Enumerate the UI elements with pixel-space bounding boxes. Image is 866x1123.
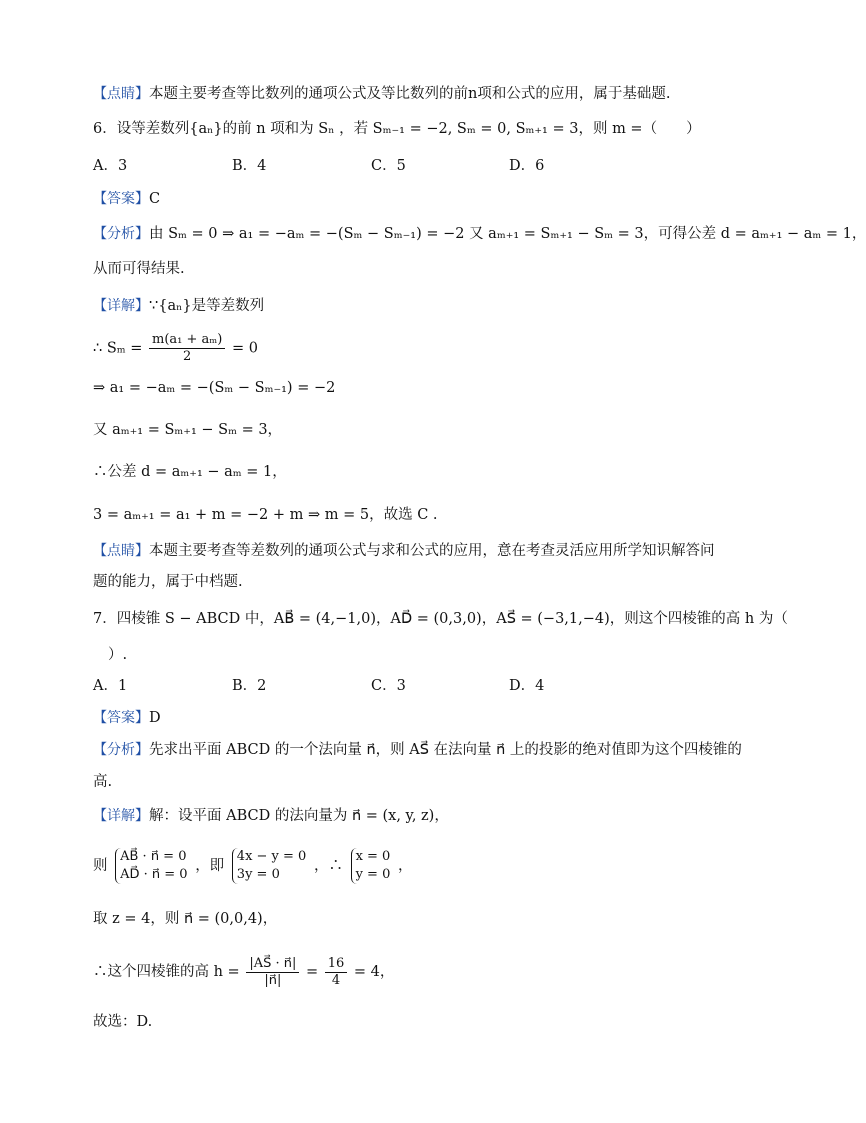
q7-option-d: D．4	[509, 678, 545, 694]
q6-option-b: B．4	[232, 158, 267, 174]
sys-line: 3y = 0	[236, 867, 280, 882]
q6-option-a: A．3	[93, 158, 128, 174]
dianjing-text: 本题主要考查等差数列的通项公式与求和公式的应用，意在考查灵活应用所学知识解答问	[149, 543, 715, 559]
analysis-6-cont: 从而可得结果.	[93, 261, 185, 277]
detail-7-z: 取 z = 4，则 n⃗ = (0,0,4)，	[93, 911, 278, 927]
sum-denominator: 2	[183, 349, 192, 364]
system-equations	[232, 848, 307, 884]
detail-6	[93, 296, 264, 316]
height-num-2: 16	[325, 956, 348, 973]
question-7: 7．四棱锥 S − ABCD 中，AB⃗ = (4,−1,0)，AD⃗ = (0,3,0)，AS⃗ = (−3,1,−4)，则这个四棱锥的高 h 为（	[93, 611, 788, 627]
height-den-2: 4	[331, 972, 341, 988]
answer-tag: 【答案】	[93, 710, 149, 726]
detail-text: ∵{aₙ}是等差数列	[149, 298, 265, 314]
answer-tag: 【答案】	[93, 191, 149, 207]
sys-ji: ，即	[195, 858, 225, 874]
detail-tag: 【详解】	[93, 808, 149, 824]
height-eq: =	[305, 964, 319, 980]
analysis-text: 先求出平面 ABCD 的一个法向量 n⃗，则 AS⃗ 在法向量 n⃗ 上的投影的绝对值即为这个四棱锥的	[149, 742, 742, 758]
height-num-1: |AS⃗ · n⃗|	[246, 956, 299, 973]
analysis-tag: 【分析】	[93, 742, 149, 758]
answer-text: D	[149, 710, 161, 726]
height-fraction-2	[325, 956, 348, 989]
detail-7-choice: 故选：D.	[93, 1014, 153, 1030]
detail-text: 解：设平面 ABCD 的法向量为 n⃗ = (x, y, z)，	[149, 808, 449, 824]
detail-6-d: ∴公差 d = aₘ₊₁ − aₘ = 1，	[93, 464, 287, 480]
detail-6-m: 3 = aₘ₊₁ = a₁ + m = −2 + m ⇒ m = 5，故选 C .	[93, 507, 438, 523]
height-fraction-1	[246, 956, 299, 989]
sys-comma: ，	[397, 858, 413, 874]
detail-6-sum	[93, 332, 258, 365]
detail-tag: 【详解】	[93, 298, 149, 314]
dianjing-6	[93, 541, 715, 561]
detail-7-height	[93, 952, 394, 992]
q7-option-a: A．1	[93, 678, 128, 694]
dianjing-tag: 【点睛】	[93, 543, 149, 559]
q7-option-c: C．3	[371, 678, 406, 694]
answer-6	[93, 189, 160, 209]
system-solution	[351, 848, 391, 884]
sys-therefore: ，∴	[313, 858, 343, 874]
q6-option-c: C．5	[371, 158, 406, 174]
answer-7	[93, 708, 161, 728]
height-den-1: |n⃗|	[264, 972, 282, 988]
analysis-6	[93, 224, 866, 244]
analysis-7	[93, 740, 742, 760]
analysis-text: 由 Sₘ = 0 ⇒ a₁ = −aₘ = −(Sₘ − Sₘ₋₁) = −2 又 aₘ₊₁ = Sₘ₊₁ − Sₘ = 3，可得公差 d = aₘ₊₁ − aₘ = 1，	[149, 226, 866, 242]
detail-6-a1: ⇒ a₁ = −aₘ = −(Sₘ − Sₘ₋₁) = −2	[93, 380, 336, 396]
sys-line: y = 0	[355, 867, 391, 882]
system-vectors	[115, 848, 187, 884]
height-lhs: ∴这个四棱锥的高 h =	[93, 964, 240, 980]
answer-text: C	[149, 191, 161, 207]
q7-option-b: B．2	[232, 678, 267, 694]
sys-prefix: 则	[93, 858, 108, 874]
sum-fraction	[149, 332, 225, 365]
dianjing-tag: 【点睛】	[93, 86, 149, 102]
dianjing-6-cont: 题的能力，属于中档题.	[93, 574, 243, 590]
q6-option-d: D．6	[509, 158, 545, 174]
sys-line: AD⃗ · n⃗ = 0	[120, 867, 188, 882]
sum-rhs: = 0	[231, 340, 258, 357]
sys-line: 4x − y = 0	[236, 849, 307, 864]
detail-6-am1: 又 aₘ₊₁ = Sₘ₊₁ − Sₘ = 3，	[93, 422, 283, 438]
analysis-7-cont: 高.	[93, 774, 113, 790]
dianjing-text: 本题主要考查等比数列的通项公式及等比数列的前n项和公式的应用，属于基础题.	[149, 86, 671, 102]
detail-7-systems	[93, 846, 412, 886]
question-6: 6．设等差数列{aₙ}的前 n 项和为 Sₙ ，若 Sₘ₋₁ = −2, Sₘ = 0, Sₘ₊₁ = 3，则 m =（ ）	[93, 121, 701, 137]
sys-line: x = 0	[355, 849, 391, 864]
dianjing-5	[93, 84, 670, 104]
height-rhs: = 4，	[353, 964, 395, 980]
analysis-tag: 【分析】	[93, 226, 149, 242]
sum-lhs: ∴ Sₘ =	[93, 340, 143, 357]
sys-line: AB⃗ · n⃗ = 0	[120, 849, 187, 864]
sum-numerator: m(a₁ + aₘ)	[149, 332, 225, 349]
detail-7	[93, 806, 449, 826]
question-7-cont: ）.	[108, 647, 128, 663]
